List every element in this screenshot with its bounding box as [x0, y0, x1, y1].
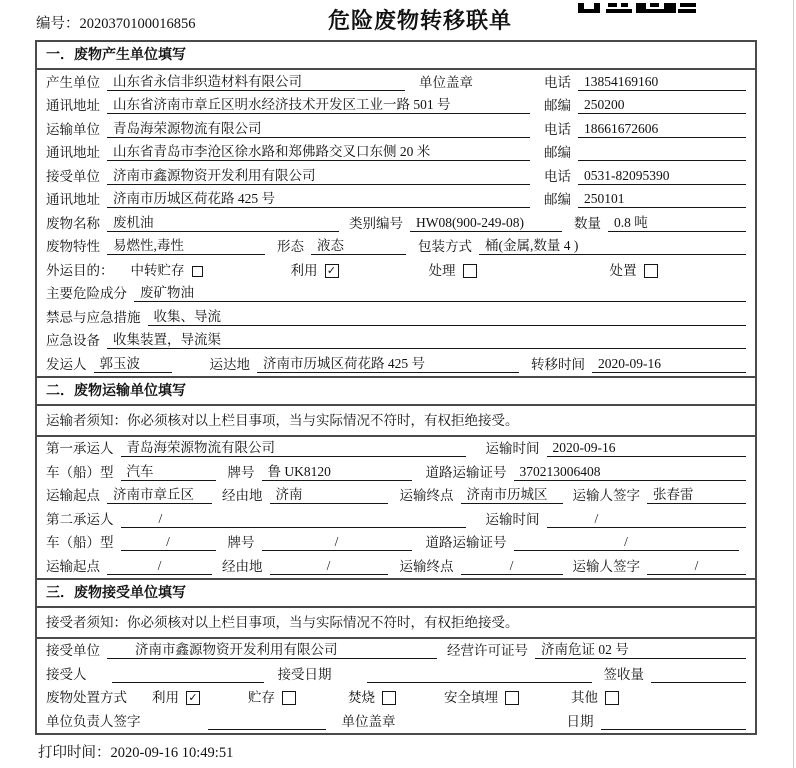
checkbox-treat [463, 264, 477, 278]
plate-number-value: 鲁 UK8120 [262, 460, 412, 481]
via-label: 经由地 [222, 488, 263, 503]
checkbox-incinerate [382, 691, 396, 705]
phone-label: 电话 [544, 74, 571, 90]
plate-number-label: 牌号 [227, 464, 255, 480]
emergency-equipment-label: 应急设备 [46, 333, 100, 348]
purpose-option-treat [429, 259, 477, 279]
carrier-signature-value-2: / [647, 558, 746, 575]
via-value: 济南 [270, 483, 388, 504]
accept-person-row [37, 662, 755, 686]
producer-address-row [37, 94, 755, 118]
second-transport-date-value: / [547, 511, 747, 528]
address-label: 通讯地址 [46, 98, 100, 113]
packaging-label: 包装方式 [418, 239, 472, 254]
route-end-value-2: / [461, 558, 563, 575]
address-label: 通讯地址 [46, 145, 100, 160]
transporter-unit-value: 青岛海荣源物流有限公司 [107, 117, 530, 138]
unit-seal-label: 单位盖章 [341, 713, 396, 729]
hazard-component-label: 主要危险成分 [46, 286, 127, 301]
transport-date-label: 运输时间 [485, 441, 540, 456]
emergency-measures-value: 收集、导流 [148, 305, 747, 326]
transfer-date-label: 转移时间 [531, 356, 585, 372]
date-label: 日期 [566, 713, 594, 729]
first-carrier-label: 第一承运人 [46, 441, 114, 456]
checkbox-utilize-checked: ✓ [325, 264, 339, 278]
route-origin-value-2: / [107, 558, 212, 575]
transporter-unit-row [37, 117, 755, 141]
vehicle-type-row [37, 460, 755, 484]
print-time-value: 2020-09-16 10:49:51 [110, 745, 234, 761]
accept-unit-value: 济南市鑫源物资开发利用有限公司 [107, 638, 437, 659]
waste-property-label: 废物特性 [46, 239, 100, 254]
producer-phone-value: 13854169160 [578, 74, 746, 91]
waste-property-row [37, 235, 755, 259]
license-number-value: 济南危证 02 号 [535, 638, 746, 659]
route-end-value: 济南市历城区 [461, 483, 563, 504]
plate-number-label: 牌号 [227, 535, 255, 550]
serial-number-line [36, 12, 196, 33]
emergency-equipment-value: 收集装置，导流渠 [107, 328, 746, 349]
purpose-option-dispose [610, 259, 658, 279]
carrier-signature-label: 运输人签字 [572, 488, 640, 503]
disposal-option-incinerate [348, 686, 396, 706]
consignor-name-value: 郭玉波 [94, 352, 172, 373]
destination-value: 济南市历城区荷花路 425 号 [257, 352, 519, 373]
form-state-value: 液态 [311, 234, 406, 255]
transport-date-label: 运输时间 [485, 511, 540, 527]
received-amount-label: 签收量 [603, 666, 644, 682]
option-label: 利用 [290, 262, 318, 278]
receiver-address-row [37, 188, 755, 212]
vehicle-type-label: 车（船）型 [46, 535, 114, 550]
receiver-notice: 接受者须知：你必须核对以上栏目事项，当与实际情况不符时，有权拒绝接受。 [37, 608, 755, 639]
road-permit-label: 道路运输证号 [425, 535, 507, 550]
transporter-phone-value: 18661672606 [578, 121, 746, 138]
producer-address-value: 山东省济南市章丘区明水经济技术开发区工业一路 501 号 [107, 93, 530, 114]
road-permit-value: 370213006408 [514, 464, 747, 481]
manifest-table [35, 40, 757, 735]
section2-heading: 二．废物运输单位填写 [37, 376, 755, 406]
postcode-label: 邮编 [544, 145, 571, 160]
section3-heading: 三．废物接受单位填写 [37, 578, 755, 608]
accept-unit-label: 接受单位 [46, 643, 100, 658]
transporter-unit-label: 运输单位 [46, 121, 100, 137]
route-origin-label: 运输起点 [46, 488, 100, 503]
quantity-label: 数量 [574, 215, 601, 231]
section1-heading: 一．废物产生单位填写 [37, 42, 755, 70]
option-label: 处置 [609, 262, 637, 278]
transport-date-value: 2020-09-16 [547, 440, 747, 457]
qr-code-partial-icon [578, 0, 696, 10]
seal-date-value [601, 713, 747, 730]
waste-property-value: 易燃性,毒性 [107, 234, 265, 255]
second-carrier-row [37, 507, 755, 531]
waste-name-label: 废物名称 [46, 215, 100, 231]
carrier-signature-value: 张春雷 [647, 483, 746, 504]
option-label: 安全填埋 [444, 690, 498, 705]
route-row-2 [37, 554, 755, 578]
waste-name-row [37, 211, 755, 235]
accept-person-label: 接受人 [46, 666, 87, 682]
second-carrier-value: / [121, 511, 466, 528]
second-carrier-label: 第二承运人 [46, 511, 114, 527]
purpose-option-transfer-storage [131, 259, 203, 279]
via-value-2: / [270, 558, 388, 575]
print-time-label: 打印时间： [38, 745, 111, 761]
option-label: 处理 [428, 262, 456, 278]
producer-unit-row [37, 70, 755, 94]
disposal-option-utilize [152, 686, 200, 706]
license-number-label: 经营许可证号 [447, 643, 528, 658]
window-edge-divider [793, 0, 794, 768]
vehicle-type-value-2: / [121, 534, 216, 551]
transporter-notice: 运输者须知：你必须核对以上栏目事项，当与实际情况不符时，有权拒绝接受。 [37, 406, 755, 437]
postcode-label: 邮编 [544, 98, 571, 113]
vehicle-type-row-2 [37, 531, 755, 555]
accept-date-value [367, 666, 592, 683]
transporter-postcode-value [578, 144, 746, 161]
route-origin-value: 济南市章丘区 [107, 483, 212, 504]
vehicle-type-label: 车（船）型 [46, 464, 114, 480]
first-carrier-row [37, 437, 755, 461]
received-amount-value [651, 666, 746, 683]
disposal-method-label: 废物处置方式 [46, 690, 127, 705]
checkbox-transfer-storage [192, 266, 203, 277]
transfer-date-value: 2020-09-16 [592, 356, 746, 373]
receiver-unit-value: 济南市鑫源物资开发利用有限公司 [107, 164, 530, 185]
checkbox-other [605, 691, 619, 705]
quantity-value: 0.8 吨 [608, 211, 746, 232]
unit-seal-label: 单位盖章 [419, 74, 473, 90]
producer-unit-label: 产生单位 [46, 74, 100, 90]
phone-label: 电话 [544, 168, 571, 184]
packaging-value: 桶(金属,数量 4 ) [479, 234, 746, 255]
checkbox-storage [282, 691, 296, 705]
plate-number-value-2: / [262, 534, 412, 551]
transfer-purpose-label: 外运目的： [46, 262, 114, 278]
category-code-label: 类别编号 [349, 215, 403, 231]
serial-number: 2020370100016856 [79, 16, 196, 32]
transporter-address-row [37, 141, 755, 165]
responsible-signature-row [37, 709, 755, 733]
via-label: 经由地 [222, 558, 263, 574]
category-code-value: HW08(900-249-08) [410, 215, 562, 232]
destination-label: 运达地 [209, 356, 250, 372]
hazard-component-row [37, 282, 755, 306]
option-label: 利用 [152, 690, 179, 705]
checkbox-dispose [644, 264, 658, 278]
purpose-option-utilize [291, 259, 339, 279]
option-label: 其他 [571, 690, 598, 705]
receiver-address-value: 济南市历城区荷花路 425 号 [107, 187, 530, 208]
route-end-label: 运输终点 [399, 558, 454, 574]
receiver-unit-label: 接受单位 [46, 168, 100, 184]
first-carrier-value: 青岛海荣源物流有限公司 [121, 436, 466, 457]
receiver-postcode-value: 250101 [578, 191, 746, 208]
carrier-signature-label: 运输人签字 [572, 558, 640, 574]
producer-unit-value: 山东省永信非织造材料有限公司 [107, 70, 405, 91]
disposal-method-row [37, 686, 755, 710]
route-origin-label: 运输起点 [46, 558, 100, 574]
consignor-label: 发运人 [46, 356, 87, 372]
form-state-label: 形态 [277, 239, 304, 254]
emergency-measures-label: 禁忌与应急措施 [46, 309, 141, 325]
emergency-equipment-row [37, 329, 755, 353]
waste-name-value: 废机油 [107, 211, 339, 232]
route-row-1 [37, 484, 755, 508]
disposal-option-other [571, 686, 619, 706]
vehicle-type-value: 汽车 [121, 460, 216, 481]
disposal-option-storage [248, 686, 296, 706]
road-permit-value-2: / [514, 534, 739, 551]
checkbox-landfill [505, 691, 519, 705]
phone-label: 电话 [544, 121, 571, 137]
option-label: 贮存 [248, 690, 275, 705]
responsible-signature-value [208, 713, 326, 730]
producer-postcode-value: 250200 [578, 97, 746, 114]
address-label: 通讯地址 [46, 192, 100, 207]
postcode-label: 邮编 [544, 192, 571, 207]
emergency-measures-row [37, 305, 755, 329]
option-label: 焚烧 [348, 690, 375, 705]
receiver-phone-value: 0531-82095390 [578, 168, 746, 185]
accept-unit-row [37, 639, 755, 663]
transfer-purpose-row [37, 258, 755, 282]
consignor-row [37, 352, 755, 376]
disposal-option-landfill [444, 686, 519, 706]
checkbox-utilize-checked: ✓ [186, 691, 200, 705]
print-time-line [38, 741, 233, 762]
transporter-address-value: 山东省青岛市李沧区徐水路和郑佛路交叉口东侧 20 米 [107, 140, 530, 161]
receiver-unit-row [37, 164, 755, 188]
road-permit-label: 道路运输证号 [425, 464, 507, 480]
serial-label: 编号： [36, 16, 80, 32]
accept-date-label: 接受日期 [277, 666, 332, 682]
option-label: 中转贮存 [130, 262, 185, 278]
accept-person-value [112, 666, 264, 683]
route-end-label: 运输终点 [399, 488, 454, 503]
document-title: 危险废物转移联单 [328, 8, 513, 33]
hazard-component-value: 废矿物油 [134, 281, 746, 302]
responsible-signature-label: 单位负责人签字 [46, 713, 141, 729]
